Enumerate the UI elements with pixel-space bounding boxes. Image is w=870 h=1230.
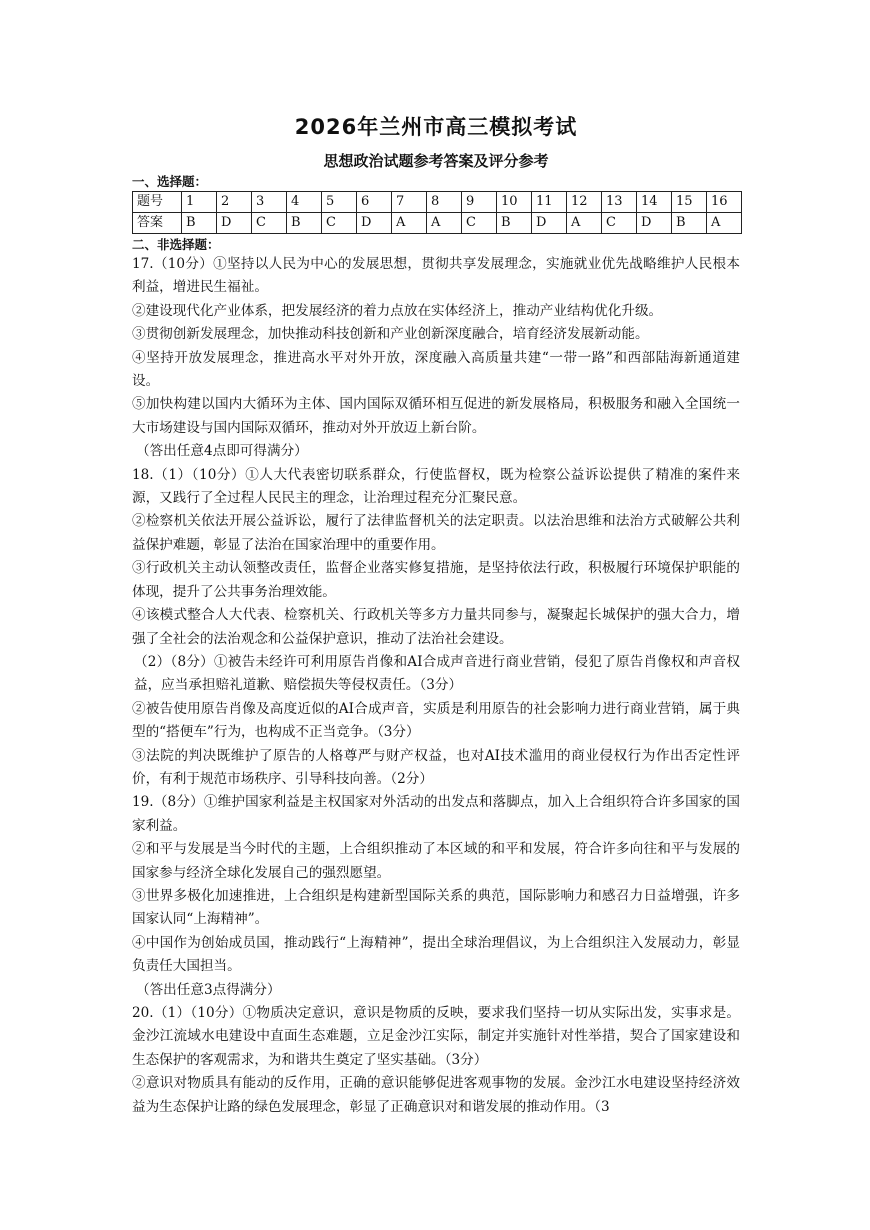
question-number-cell: 13 <box>602 192 637 213</box>
answer-paragraph: ④中国作为创始成员国，推动践行“上海精神”，提出全球治理倡议，为上合组织注入发展动力，彰显负责任大国担当。 <box>132 934 740 975</box>
question-number-cell: 12 <box>567 192 602 213</box>
answer-paragraph: ③贯彻创新发展理念，加快推动科技创新和产业创新深度融合，培育经济发展新动能。 <box>132 326 649 343</box>
question-number-cell: 6 <box>357 192 392 213</box>
answer-paragraph: （答出任意4点即可得满分） <box>136 443 308 460</box>
question-number-cell: 16 <box>707 192 742 213</box>
page-title: 2026年兰州市高三模拟考试 <box>294 115 578 139</box>
answer-paragraph: ④该模式整合人大代表、检察机关、行政机关等多方力量共同参与，凝聚起长城保护的强大合力，增强了全社会的法治观念和公益保护意识，推动了法治社会建设。 <box>132 607 740 647</box>
answer-cell: B <box>497 213 532 234</box>
question-number-cell: 7 <box>392 192 427 213</box>
answer-cell: C <box>602 213 637 234</box>
question-number-cell: 10 <box>497 192 532 213</box>
answer-paragraph: （答出任意3点得满分） <box>136 981 281 998</box>
question-number-cell: 8 <box>427 192 462 213</box>
answer-cell: A <box>707 213 742 234</box>
answer-paragraph: ②建设现代化产业体系，把发展经济的着力点放在实体经济上，推动产业结构优化升级。 <box>132 302 663 319</box>
answer-cell: B <box>672 213 707 234</box>
answer-cell: B <box>287 213 322 234</box>
answer-paragraph: ②意识对物质具有能动的反作用，正确的意识能够促进客观事物的发展。金沙江水电建设坚持经济效益为生态保护让路的绿色发展理念，彰显了正确意识对和谐发展的推动作用。（3 <box>132 1075 740 1115</box>
answer-cell: A <box>392 213 427 234</box>
answer-table <box>132 191 742 234</box>
section-1-heading: 一、选择题： <box>132 174 208 189</box>
answer-paragraph: ②检察机关依法开展公益诉讼，履行了法律监督机关的法定职责。以法治思维和法治方式破解公共利益保护难题，彰显了法治在国家治理中的重要作用。 <box>132 513 740 553</box>
answer-cell: C <box>322 213 357 234</box>
question-number-cell: 2 <box>217 192 252 213</box>
answer-paragraph: ⑤加快构建以国内大循环为主体、国内国际双循环相互促进的新发展格局，积极服务和融入全国统一大市场建设与国内国际双循环，推动对外开放迈上新台阶。 <box>132 396 740 436</box>
page-subtitle: 思想政治试题参考答案及评分参考 <box>323 152 549 170</box>
answer-paragraph: 18.（1）（10分）①人大代表密切联系群众，行使监督权，既为检察公益诉讼提供了精准的案件来源，又践行了全过程人民民主的理念，让治理过程充分汇聚民意。 <box>132 466 740 507</box>
answer-paragraph: （2）（8分）①被告未经许可利用原告肖像和AI合成声音进行商业营销，侵犯了原告肖像权和声音权益，应当承担赔礼道歉、赔偿损失等侵权责任。（3分） <box>134 653 740 694</box>
row-label-answer: 答案 <box>133 213 182 234</box>
question-number-cell: 14 <box>637 192 672 213</box>
answer-cell: D <box>532 213 567 234</box>
question-number-row <box>133 192 742 213</box>
question-number-cell: 11 <box>532 192 567 213</box>
answer-paragraph: ②和平与发展是当今时代的主题，上合组织推动了本区域的和平和发展，符合许多向往和平与发展的国家参与经济全球化发展自己的强烈愿望。 <box>132 841 740 881</box>
answer-paragraph: 20.（1）（10分）①物质决定意识，意识是物质的反映，要求我们坚持一切从实际出发，实事求是。金沙江流域水电建设中直面生态难题，立足金沙江实际，制定并实施针对性举措，契合了国家建设和生态保护的客观需求，为和谐共生奠定了坚实基础。（3分） <box>132 1005 740 1068</box>
answer-paragraph: ③行政机关主动认领整改责任，监督企业落实修复措施，是坚持依法行政，积极履行环境保护职能的体现，提升了公共事务治理效能。 <box>132 560 740 600</box>
question-number-cell: 3 <box>252 192 287 213</box>
question-number-cell: 5 <box>322 192 357 213</box>
answer-cell: D <box>217 213 252 234</box>
answer-row <box>133 213 742 234</box>
question-number-cell: 1 <box>182 192 217 213</box>
answer-cell: A <box>567 213 602 234</box>
answer-paragraph: ③法院的判决既维护了原告的人格尊严与财产权益，也对AI技术滥用的商业侵权行为作出否定性评价，有利于规范市场秩序、引导科技向善。（2分） <box>132 747 740 787</box>
answer-cell: B <box>182 213 217 234</box>
answer-cell: C <box>462 213 497 234</box>
question-number-cell: 4 <box>287 192 322 213</box>
answer-cell: D <box>637 213 672 234</box>
answer-paragraph: ③世界多极化加速推进，上合组织是构建新型国际关系的典范，国际影响力和感召力日益增强，许多国家认同“上海精神”。 <box>132 887 740 928</box>
answer-paragraph: 17.（10分）①坚持以人民为中心的发展思想，贯彻共享发展理念，实施就业优先战略维护人民根本利益，增进民生福祉。 <box>132 256 740 296</box>
question-number-cell: 9 <box>462 192 497 213</box>
question-number-cell: 15 <box>672 192 707 213</box>
answer-paragraph: 19.（8分）①维护国家利益是主权国家对外活动的出发点和落脚点，加入上合组织符合许多国家的国家利益。 <box>132 794 740 834</box>
row-label-number: 题号 <box>133 192 182 213</box>
answer-content <box>132 253 740 1119</box>
section-2-heading: 二、非选择题： <box>132 237 220 252</box>
answer-cell: A <box>427 213 462 234</box>
answer-cell: C <box>252 213 287 234</box>
answer-cell: D <box>357 213 392 234</box>
answer-paragraph: ②被告使用原告肖像及高度近似的AI合成声音，实质是利用原告的社会影响力进行商业营销，属于典型的“搭便车”行为，也构成不正当竞争。（3分） <box>132 700 740 741</box>
answer-paragraph: ④坚持开放发展理念，推进高水平对外开放，深度融入高质量共建“一带一路”和西部陆海新通道建设。 <box>132 349 740 390</box>
